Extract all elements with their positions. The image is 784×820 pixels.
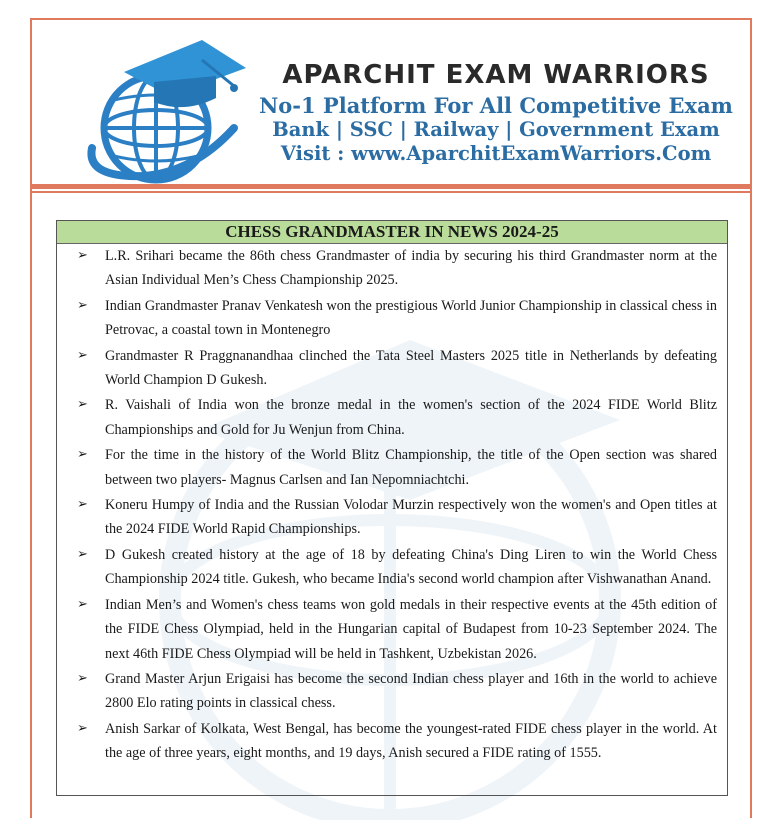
arrow-bullet-icon: ➢ — [77, 596, 88, 612]
list-item-text: Indian Men’s and Women's chess teams won gold medals in their respective events at the 45th edition of the FIDE Chess Olympiad, held in the Hungarian capital of Budapest from 10-23 September 2024. The next 46th FIDE Chess Olympiad will be held in Tashkent, Uzbekistan 2026. — [105, 596, 717, 662]
list-item — [57, 667, 717, 716]
list-item — [57, 443, 717, 492]
list-item-text: R. Vaishali of India won the bronze medal in the women's section of the 2024 FIDE World Blitz Championships and Gold for Ju Wenjun from China. — [105, 397, 717, 438]
brand-website[interactable]: Visit : www.AparchitExamWarriors.Com — [280, 142, 712, 165]
list-item — [57, 244, 717, 293]
arrow-bullet-icon: ➢ — [77, 347, 88, 363]
list-item-text: Koneru Humpy of India and the Russian Volodar Murzin respectively won the women's and Open titles at the 2024 FIDE World Rapid Championships. — [105, 497, 717, 538]
list-item — [57, 344, 717, 393]
list-item — [57, 593, 717, 666]
list-item-text: L.R. Srihari became the 86th chess Grandmaster of india by securing his third Grandmaster norm at the Asian Individual Men’s Chess Championship 2025. — [105, 248, 717, 289]
arrow-bullet-icon: ➢ — [77, 546, 88, 562]
header-divider-thin — [32, 191, 750, 193]
list-item-text: D Gukesh created history at the age of 18 by defeating China's Ding Liren to win the World Chess Championship 2024 title. Gukesh, who became India's second world champion after Vishwanathan Anand. — [105, 546, 717, 588]
list-item — [57, 294, 717, 343]
header — [0, 0, 784, 200]
list-item-text: Anish Sarkar of Kolkata, West Bengal, has become the youngest-rated FIDE chess player in the world. At the age of three years, eight months, and 19 days, Anish secured a FIDE rating of 1555. — [105, 720, 717, 762]
arrow-bullet-icon: ➢ — [77, 720, 88, 736]
list-item-text: Grand Master Arjun Erigaisi has become the second Indian chess player and 16th in the world to achieve 2800 Elo rating points in classical chess. — [105, 670, 717, 712]
news-list — [57, 244, 727, 766]
section-banner: CHESS GRANDMASTER IN NEWS 2024-25 — [57, 221, 727, 244]
list-item — [57, 717, 717, 766]
brand-title: APARCHIT EXAM WARRIORS — [282, 60, 710, 90]
brand-exam-categories: Bank | SSC | Railway | Government Exam — [272, 118, 720, 141]
list-item-text: Indian Grandmaster Pranav Venkatesh won the prestigious World Junior Championship in classical chess in Petrovac, a coastal town in Montenegro — [105, 297, 717, 339]
arrow-bullet-icon: ➢ — [77, 248, 88, 263]
arrow-bullet-icon: ➢ — [77, 497, 88, 513]
brand-tagline: No-1 Platform For All Competitive Exam — [259, 93, 733, 118]
list-item — [57, 393, 717, 442]
list-item — [57, 543, 717, 592]
news-box — [56, 220, 728, 796]
arrow-bullet-icon: ➢ — [77, 670, 88, 686]
arrow-bullet-icon: ➢ — [77, 397, 88, 413]
globe-mortarboard-logo — [84, 28, 254, 188]
list-item-text: For the time in the history of the World Blitz Championship, the title of the Open section was shared between two players- Magnus Carlsen and Ian Nepomniachtchi. — [105, 447, 717, 488]
arrow-bullet-icon: ➢ — [77, 297, 88, 313]
arrow-bullet-icon: ➢ — [77, 447, 88, 463]
list-item-text: Grandmaster R Praggnanandhaa clinched the Tata Steel Masters 2025 title in Netherlands by defeating World Champion D Gukesh. — [105, 347, 717, 389]
brand-block — [256, 58, 736, 166]
list-item — [57, 493, 717, 542]
header-divider — [32, 184, 750, 189]
